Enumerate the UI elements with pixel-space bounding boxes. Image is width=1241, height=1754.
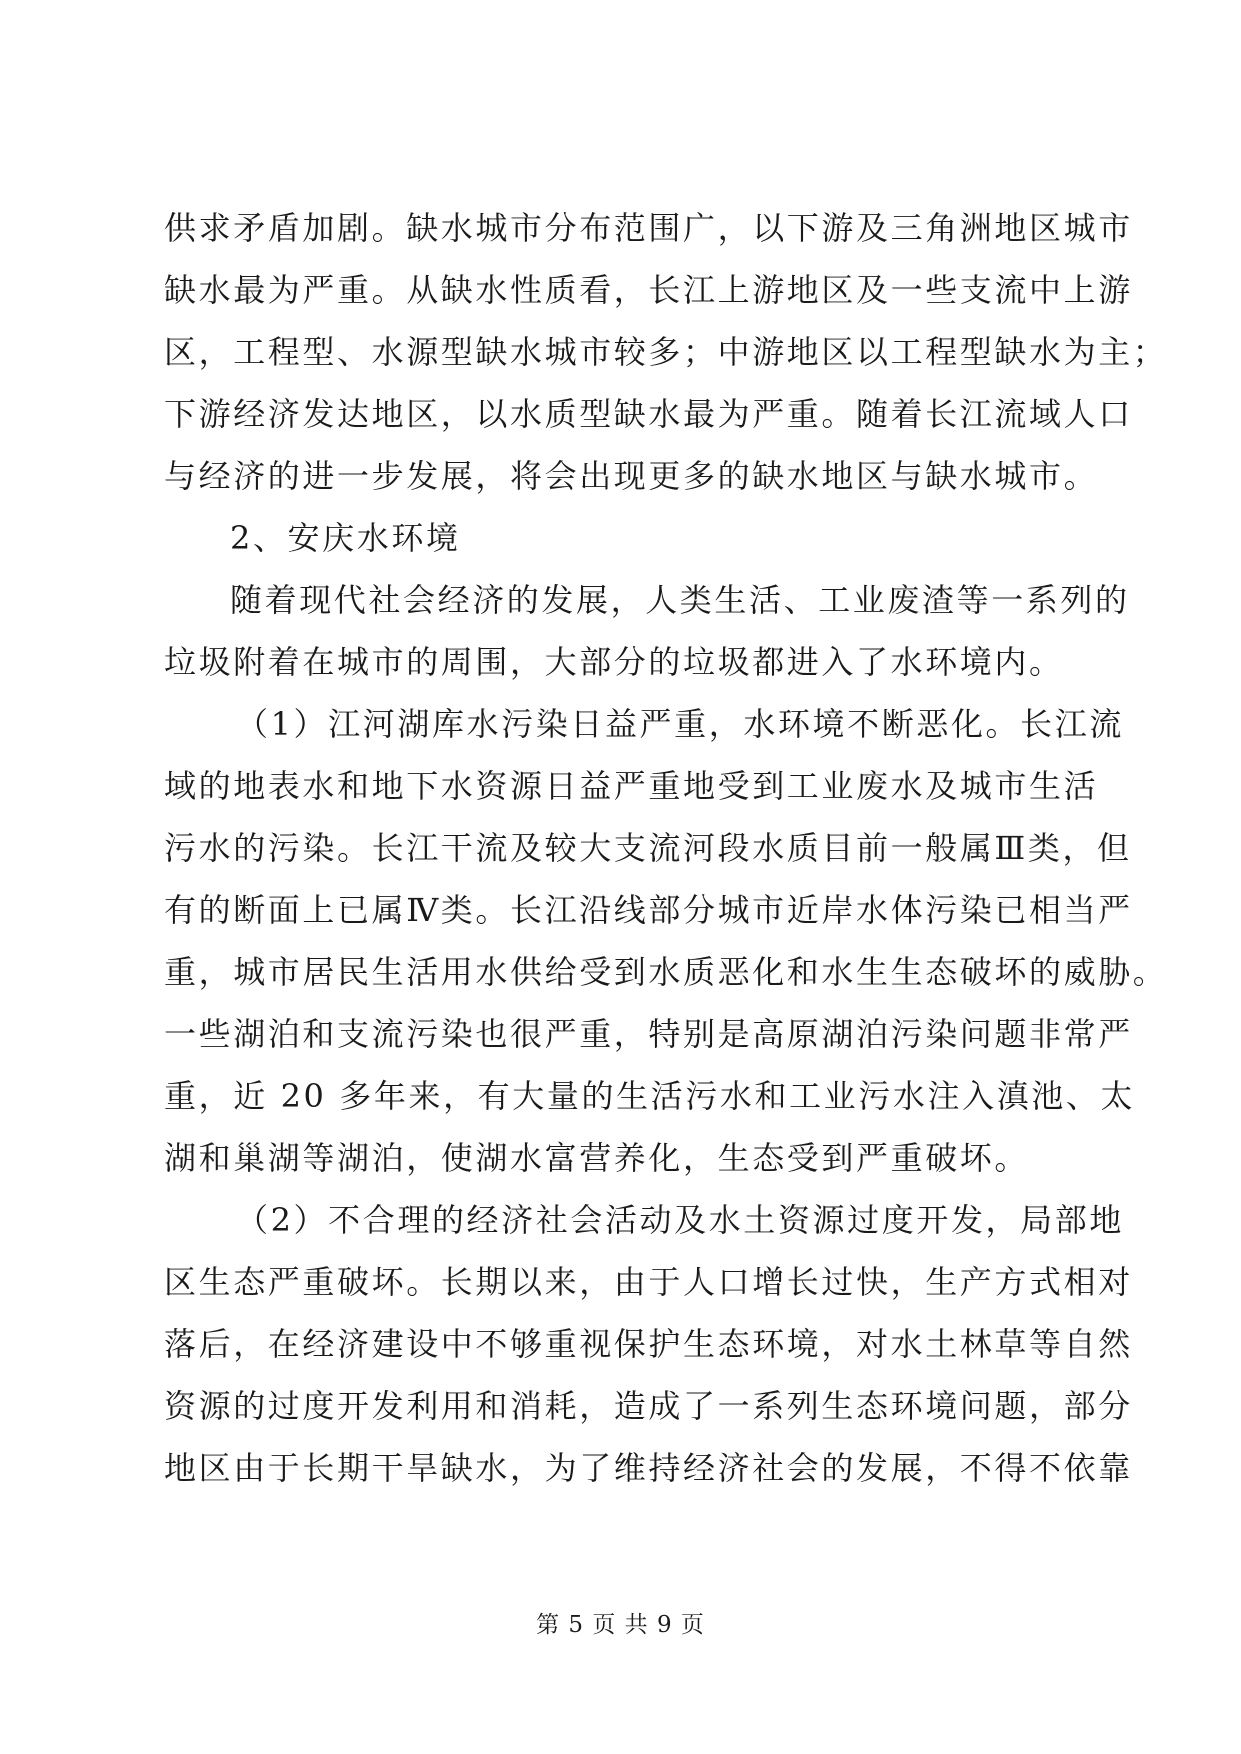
body-text-line: 地区由于长期干旱缺水，为了维持经济社会的发展，不得不依靠 — [164, 1449, 1133, 1487]
body-text-line: 湖和巢湖等湖泊，使湖水富营养化，生态受到严重破坏。 — [164, 1139, 1030, 1177]
body-text-line: 资源的过度开发利用和消耗，造成了一系列生态环境问题，部分 — [164, 1387, 1133, 1425]
body-text-line: 缺水最为严重。从缺水性质看，长江上游地区及一些支流中上游 — [164, 271, 1133, 309]
body-text-line: （1）江河湖库水污染日益严重，水环境不断恶化。长江流 — [236, 705, 1124, 743]
body-text-line: 有的断面上已属Ⅳ类。长江沿线部分城市近岸水体污染已相当严 — [164, 891, 1133, 929]
body-text-line: 一些湖泊和支流污染也很严重，特别是高原湖泊污染问题非常严 — [164, 1015, 1133, 1053]
body-text-line: 垃圾附着在城市的周围，大部分的垃圾都进入了水环境内。 — [164, 643, 1064, 681]
body-text-line: 与经济的进一步发展，将会出现更多的缺水地区与缺水城市。 — [164, 457, 1099, 495]
body-text-line: 区生态严重破坏。长期以来，由于人口增长过快，生产方式相对 — [164, 1263, 1133, 1301]
body-text-line: 重，城市居民生活用水供给受到水质恶化和水生生态破坏的威胁。 — [164, 953, 1168, 991]
body-text-line: 域的地表水和地下水资源日益严重地受到工业废水及城市生活 — [164, 767, 1099, 805]
page-number-footer: 第 5 页 共 9 页 — [536, 1612, 705, 1638]
body-text-line: 落后，在经济建设中不够重视保护生态环境，对水土林草等自然 — [164, 1325, 1133, 1363]
body-text-line: 随着现代社会经济的发展，人类生活、工业废渣等一系列的 — [230, 581, 1130, 619]
body-text-line: 下游经济发达地区，以水质型缺水最为严重。随着长江流域人口 — [164, 395, 1133, 433]
section-heading: 2、安庆水环境 — [230, 519, 461, 557]
body-text-line: （2）不合理的经济社会活动及水土资源过度开发，局部地 — [236, 1201, 1124, 1239]
body-text-line: 区，工程型、水源型缺水城市较多；中游地区以工程型缺水为主； — [164, 333, 1168, 371]
body-text-line: 供求矛盾加剧。缺水城市分布范围广，以下游及三角洲地区城市 — [164, 209, 1133, 247]
body-text-line: 重，近 20 多年来，有大量的生活污水和工业污水注入滇池、太 — [164, 1077, 1136, 1115]
body-text-line: 污水的污染。长江干流及较大支流河段水质目前一般属Ⅲ类，但 — [164, 829, 1132, 867]
